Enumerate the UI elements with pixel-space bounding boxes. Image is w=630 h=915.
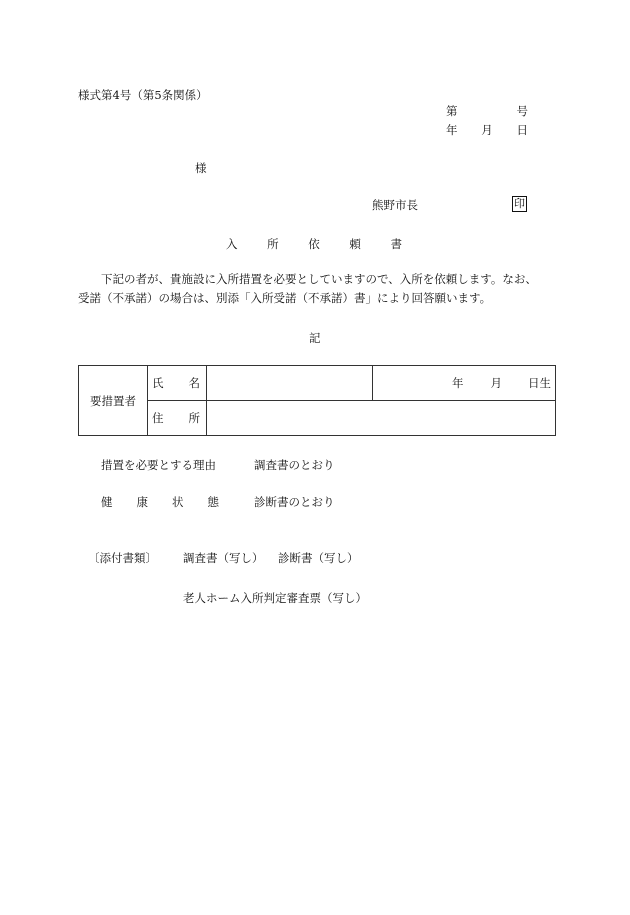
document-number bbox=[446, 104, 528, 118]
document-number-suffix: 号 bbox=[516, 104, 528, 118]
paragraph-line-2: 受諾（不承諾）の場合は、別添「入所受諾（不承諾）書」により回答願います。 bbox=[78, 291, 492, 305]
title-char: 入 bbox=[226, 237, 238, 251]
reason-label: 措置を必要とする理由 bbox=[101, 458, 216, 472]
name-label-char: 名 bbox=[188, 376, 200, 390]
sender-name: 熊野市長 bbox=[372, 198, 418, 212]
address-label-char: 所 bbox=[188, 411, 200, 425]
table-row-address bbox=[79, 401, 556, 436]
attachment-item-1: 調査書（写し） bbox=[183, 551, 264, 565]
dob-month: 月 bbox=[490, 376, 502, 390]
birthdate-cell bbox=[373, 366, 556, 401]
request-paragraph bbox=[78, 270, 558, 308]
name-value-cell bbox=[207, 366, 373, 401]
title-char: 書 bbox=[390, 237, 402, 251]
attachments-label: 〔添付書類〕 bbox=[88, 551, 157, 565]
health-label-char: 健 bbox=[101, 495, 113, 509]
health-label-char: 康 bbox=[136, 495, 148, 509]
attachment-item-3: 老人ホーム入所判定審査票（写し） bbox=[183, 591, 367, 605]
dob-year: 年 bbox=[452, 376, 464, 390]
health-label-char: 態 bbox=[207, 495, 219, 509]
date-day: 日 bbox=[516, 123, 528, 137]
seal-mark: 印 bbox=[514, 197, 525, 210]
table-row-name bbox=[79, 366, 556, 401]
name-label-cell bbox=[148, 366, 207, 401]
address-label-char: 住 bbox=[152, 411, 164, 425]
paragraph-line-1: 下記の者が、貴施設に入所措置を必要としていますので、入所を依頼します。なお、 bbox=[101, 272, 537, 286]
address-label-cell bbox=[148, 401, 207, 436]
dob-day: 日生 bbox=[528, 376, 551, 390]
title-char: 依 bbox=[308, 237, 320, 251]
attachment-item-2: 診断書（写し） bbox=[278, 551, 359, 565]
date-year: 年 bbox=[446, 123, 458, 137]
title-char: 頼 bbox=[349, 237, 361, 251]
name-label-char: 氏 bbox=[152, 376, 164, 390]
health-label-char: 状 bbox=[172, 495, 184, 509]
document-date bbox=[446, 123, 528, 137]
title-char: 所 bbox=[267, 237, 279, 251]
health-label bbox=[101, 495, 219, 509]
health-value: 診断書のとおり bbox=[254, 495, 335, 509]
document-title bbox=[226, 237, 402, 251]
ki-marker: 記 bbox=[309, 331, 321, 345]
sender-seal bbox=[512, 196, 527, 212]
form-number: 様式第4号（第5条関係） bbox=[78, 88, 208, 102]
subject-group-label: 要措置者 bbox=[79, 366, 148, 436]
date-month: 月 bbox=[481, 123, 493, 137]
document-number-prefix: 第 bbox=[446, 104, 458, 118]
reason-value: 調査書のとおり bbox=[254, 458, 335, 472]
subject-table bbox=[78, 365, 556, 436]
addressee-honorific: 様 bbox=[195, 161, 207, 175]
address-value-cell bbox=[207, 401, 556, 436]
